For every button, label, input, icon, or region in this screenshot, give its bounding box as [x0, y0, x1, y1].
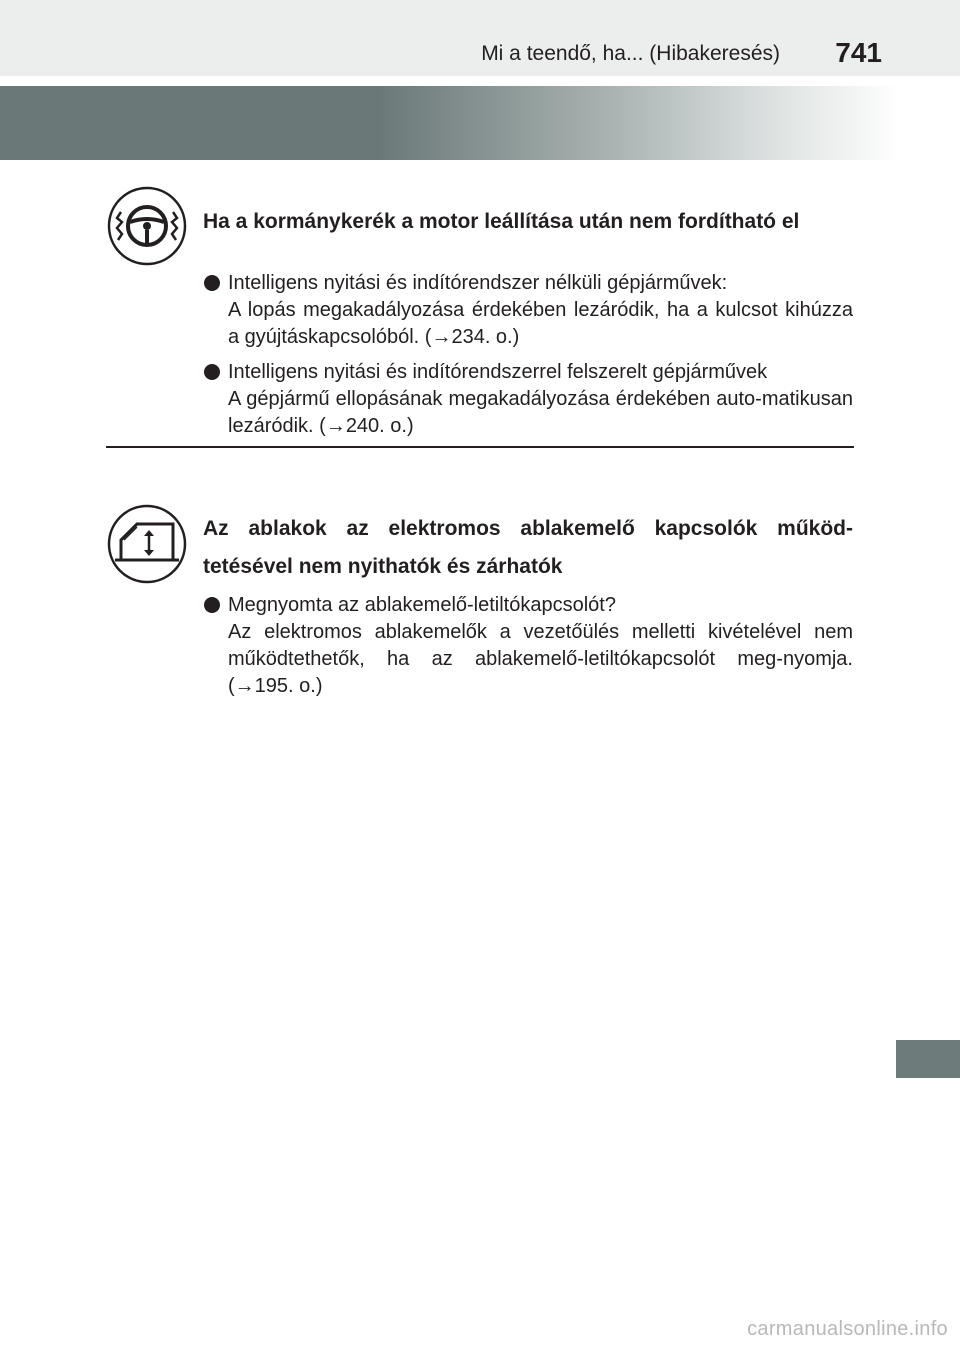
running-header-title: Mi a teendő, ha... (Hibakeresés): [481, 42, 780, 65]
bullet-icon: [204, 597, 220, 613]
bullet-icon: [204, 275, 220, 291]
section-divider: [106, 446, 854, 448]
footer-watermark: carmanualsonline.info: [747, 1318, 948, 1340]
bullet-icon: [204, 364, 220, 380]
bullet-list: [203, 592, 853, 708]
chapter-tab: [896, 1040, 960, 1078]
item-body: Az elektromos ablakemelők a vezetőülés melletti kivételével nem működtethetők, ha az ablakemelő-letiltókapcsolót meg-nyomja. (→195. o.): [228, 621, 853, 697]
item-body: A gépjármű ellopásának megakadályozása érdekében auto-matikusan lezáródik. (→240. o.): [228, 388, 853, 437]
power-window-icon: [107, 504, 187, 584]
section-heading: Ha a kormánykerék a motor leállítása után nem fordítható el: [203, 210, 800, 233]
bullet-list: [203, 270, 853, 448]
section-heading: Az ablakok az elektromos ablakemelő kapcsolók működ-tetésével nem nyithatók és zárhatók: [203, 517, 853, 578]
page-number: 741: [835, 37, 882, 68]
arrow-icon: →: [234, 675, 255, 697]
list-item: [203, 270, 853, 351]
list-item: [203, 592, 853, 700]
item-body: A lopás megakadályozása érdekében lezáródik, ha a kulcsot kihúzza a gyújtáskapcsolóból. (→234. o.): [228, 299, 853, 348]
arrow-icon: →: [431, 326, 452, 348]
chapter-banner: [0, 86, 900, 160]
list-item: [203, 359, 853, 440]
header-strip: [0, 0, 960, 76]
item-title: Intelligens nyitási és indítórendszerrel felszerelt gépjárművek: [228, 361, 768, 383]
item-title: Megnyomta az ablakemelő-letiltókapcsolót?: [228, 594, 616, 616]
item-title: Intelligens nyitási és indítórendszer nélküli gépjárművek:: [228, 272, 728, 294]
arrow-icon: →: [325, 415, 346, 437]
steering-wheel-lock-icon: [107, 186, 187, 266]
